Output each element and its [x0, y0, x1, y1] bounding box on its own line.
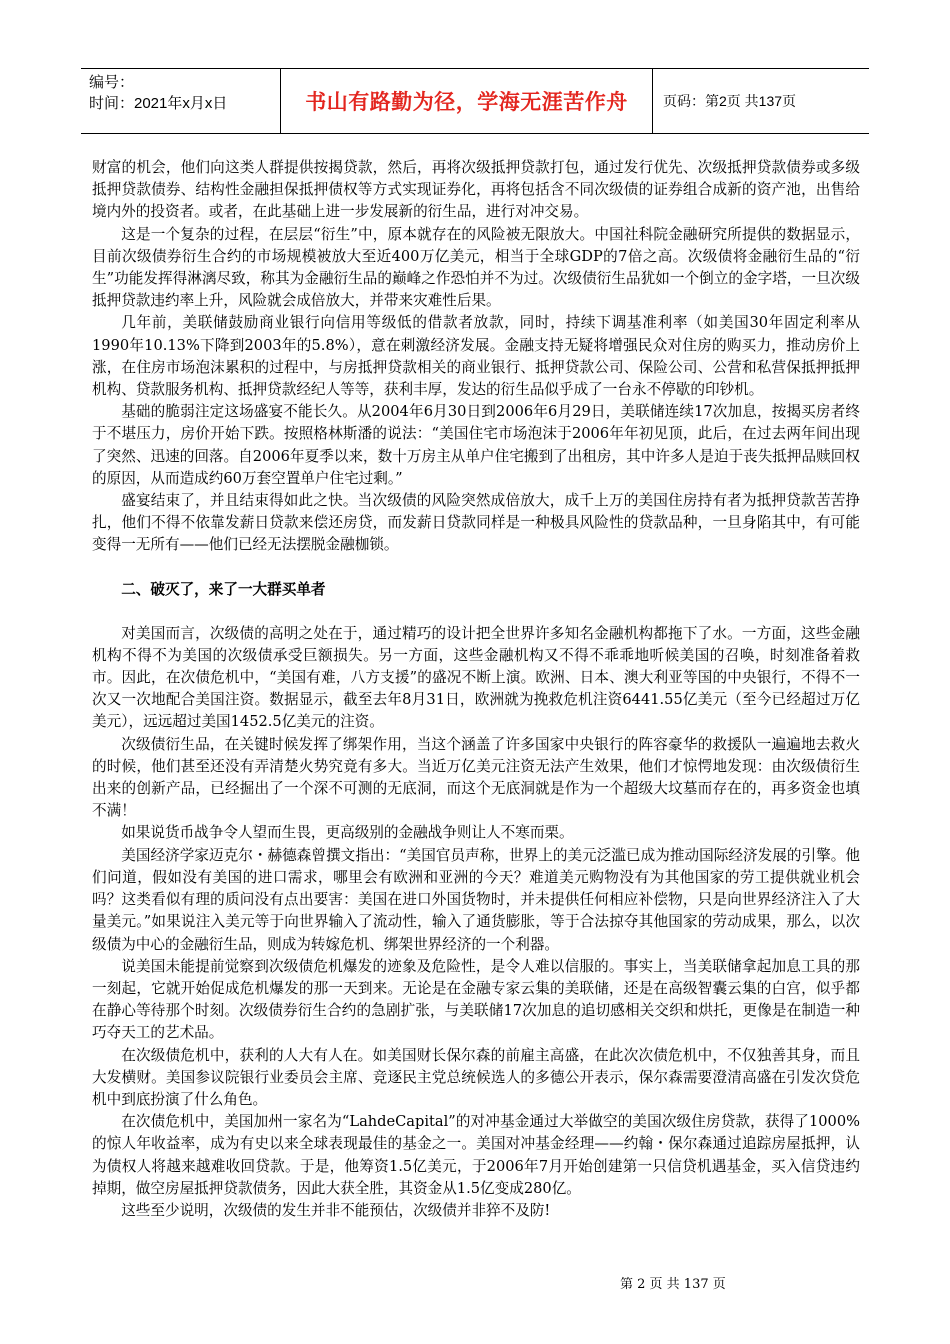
number-label: 编号： — [89, 74, 135, 91]
paragraph: 美国经济学家迈克尔・赫德森曾撰文指出：“美国官员声称，世界上的美元泛滥已成为推动国际经济发展的引擎。他们问道，假如没有美国的进口需求，哪里会有欧洲和亚洲的今天？难道美元购物没有为其他国家的劳工提供就业机会吗？这类看似有理的质问没有点出要害：美国在进口外国货物时，并未提供任何相应补偿物，只是向世界经济注入了大量美元。”如果说注入美元等于向世界输入了流动性，输入了通货膨胀，等于合法掠夺其他国家的劳动成果，那么，以次级债为中心的金融衍生品，则成为转嫁危机、绑架世界经济的一个利器。 — [92, 846, 860, 953]
paragraph: 说美国未能提前觉察到次级债危机爆发的迹象及危险性，是令人难以信服的。事实上，当美联储拿起加息工具的那一刻起，它就开始促成危机爆发的那一天到来。无论是在金融专家云集的美联储，还是在高级智囊云集的白宫，似乎都在静心等待那个时刻。次级债券衍生合约的急剧扩张，与美联储17次加息的追切感相关交织和烘托，更像是在制造一种巧夺天工的艺术品。 — [92, 957, 860, 1042]
section-heading: 二、破灭了，来了一大群买单者 — [121, 580, 326, 598]
time-label: 时间：2021年x月x日 — [89, 95, 228, 112]
paragraph: 次级债衍生品，在关键时候发挥了绑架作用，当这个涵盖了许多国家中央银行的阵容豪华的救援队一遍遍地去救火的时候，他们甚至还没有弄清楚火势究竟有多大。当近万亿美元注资无法产生效果，他们才惊愕地发现：由次级债衍生出来的创新产品，已经掘出了一个深不可测的无底洞，而这个无底洞就是作为一个超级大坟墓而存在的，再多资金也填不满！ — [92, 735, 860, 820]
paragraph: 盛宴结束了，并且结束得如此之快。当次级债的风险突然成倍放大，成千上万的美国住房持有者为抵押贷款苦苦挣扎，他们不得不依靠发薪日贷款来偿还房贷，而发薪日贷款同样是一种极具风险性的贷款品种，一旦身陷其中，有可能变得一无所有——他们已经无法摆脱金融枷锁。 — [92, 492, 860, 554]
page-header — [81, 68, 869, 134]
header-page-info: 页码：第2页 共137页 — [663, 93, 797, 109]
header-motto: 书山有路勤为径，学海无涯苦作舟 — [281, 69, 653, 133]
page-footer: 第 2 页 共 137 页 — [620, 1277, 726, 1292]
paragraph: 如果说货币战争令人望而生畏，更高级别的金融战争则让人不寒而栗。 — [121, 824, 574, 842]
paragraph: 在次级债危机中，获利的人大有人在。如美国财长保尔森的前雇主高盛，在此次次债危机中，不仅独善其身，而且大发横财。美国参议院银行业委员会主席、竞逐民主党总统候选人的多德公开表示，保尔森需要澄清高盛在引发次贷危机中到底扮演了什么角色。 — [92, 1046, 860, 1108]
header-meta — [81, 69, 281, 133]
paragraph: 财富的机会，他们向这类人群提供按揭贷款，然后，再将次级抵押贷款打包，通过发行优先、次级抵押贷款债券或多级抵押贷款债券、结构性金融担保抵押债权等方式实现证券化，再将包括含不同次级债的证券组合成新的资产池，出售给境内外的投资者。或者，在此基础上进一步发展新的衍生品，进行对冲交易。 — [92, 159, 860, 221]
paragraph: 几年前，美联储鼓励商业银行向信用等级低的借款者放款，同时，持续下调基准利率（如美国30年固定利率从1990年10.13%下降到2003年的5.8%），意在刺激经济发展。金融支持无疑将增强民众对住房的购买力，推动房价上涨，在住房市场泡沫累积的过程中，与房抵押贷款相关的商业银行、抵押贷款公司、保险公司、公营和私营保抵押抵押机构、贷款服务机构、抵押贷款经纪人等等，获利丰厚，发达的衍生品似乎成了一台永不停歇的印钞机。 — [92, 314, 860, 399]
paragraph: 对美国而言，次级债的高明之处在于，通过精巧的设计把全世界许多知名金融机构都拖下了水。一方面，这些金融机构不得不为美国的次级债承受巨额损失。另一方面，这些金融机构又不得不乖乖地听候美国的召唤，时刻准备着救市。因此，在次债危机中，“美国有难，八方支援”的盛况不断上演。欧洲、日本、澳大利亚等国的中央银行，不得不一次又一次地配合美国注资。数据显示，截至去年8月31日，欧洲就为挽救危机注资6441.55亿美元（至今已经超过万亿美元），远远超过美国1452.5亿美元的注资。 — [92, 624, 860, 731]
paragraph: 这是一个复杂的过程，在层层“衍生”中，原本就存在的风险被无限放大。中国社科院金融研究所提供的数据显示，目前次级债券衍生合约的市场规模被放大至近400万亿美元，相当于全球GDP的7倍之高。次级债将金融衍生品的“衍生”功能发挥得淋漓尽致，称其为金融衍生品的巅峰之作恐怕并不为过。次级债衍生品犹如一个倒立的金字塔，一旦次级抵押贷款违约率上升，风险就会成倍放大，并带来灾难性后果。 — [92, 225, 860, 310]
document-body — [92, 157, 860, 1222]
paragraph: 基础的脆弱注定这场盛宴不能长久。从2004年6月30日到2006年6月29日，美联储连续17次加息，按揭买房者终于不堪压力，房价开始下跌。按照格林斯潘的说法：“美国住宅市场泡沫于2006年年初见顶，此后，在过去两年间出现了突然、迅速的回落。自2006年夏季以来，数十万房主从单户住宅搬到了出租房，其中许多人是迫于丧失抵押品赎回权的原因，从而造成约60万套空置单户住宅过剩。” — [92, 403, 860, 487]
paragraph: 在次债危机中，美国加州一家名为“LahdeCapital”的对冲基金通过大举做空的美国次级住房贷款，获得了1000%的惊人年收益率，成为有史以来全球表现最佳的基金之一。美国对冲基金经理——约翰・保尔森通过追踪房屋抵押，认为债权人将越来越难收回贷款。于是，他筹资1.5亿美元，于2006年7月开始创建第一只信贷机遇基金，买入信贷违约掉期，做空房屋抵押贷款债务，因此大获全胜，其资金从1.5亿变成280亿。 — [92, 1113, 860, 1197]
paragraph: 这些至少说明，次级债的发生并非不能预估，次级债并非猝不及防! — [121, 1201, 551, 1219]
